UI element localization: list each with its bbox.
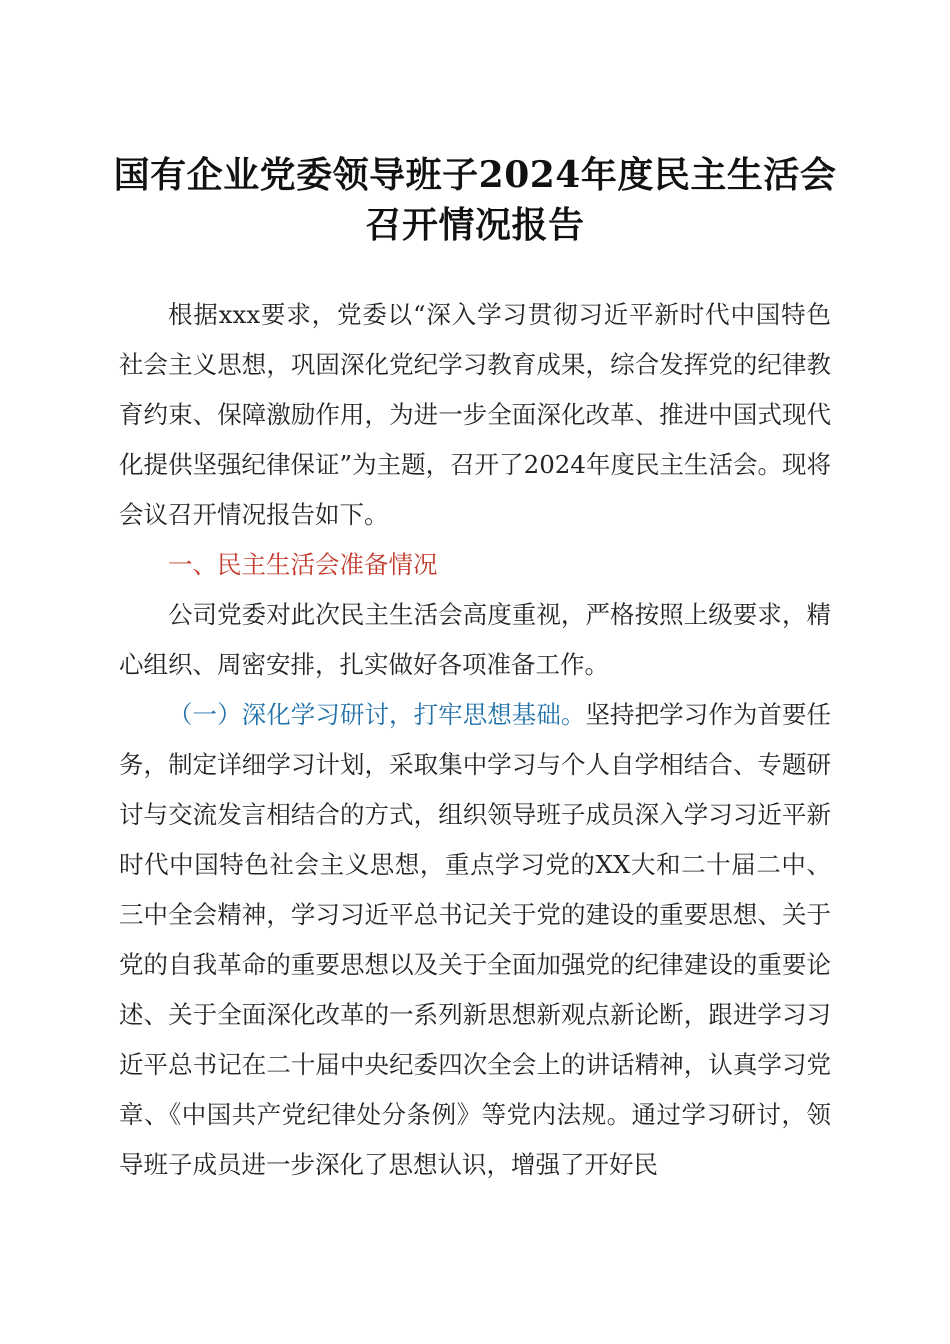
section-heading: 一、民主生活会准备情况: [168, 550, 438, 579]
intro-paragraph: 根据xxx要求，党委以“深入学习贯彻习近平新时代中国特色社会主义思想，巩固深化党纪学习教育成果，综合发挥党的纪律教育约束、保障激励作用，为进一步全面深化改革、推进中国式现代化提供坚强纪律保证”为主题，召开了2024年度民主生活会。现将会议召开情况报告如下。: [119, 300, 831, 529]
subsection-heading: （一）深化学习研讨，打牢思想基础。: [168, 700, 586, 729]
subsection-text: 坚持把学习作为首要任务，制定详细学习计划，采取集中学习与个人自学相结合、专题研讨与交流发言相结合的方式，组织领导班子成员深入学习习近平新时代中国特色社会主义思想，重点学习党的XX大和二十届二中、三中全会精神，学习习近平总书记关于党的建设的重要思想、关于党的自我革命的重要思想以及关于全面加强党的纪律建设的重要论述、关于全面深化改革的一系列新思想新观点新论断，跟进学习习近平总书记在二十届中央纪委四次全会上的讲话精神，认真学习党章、《中国共产党纪律处分条例》等党内法规。通过学习研讨，领导班子成员进一步深化了思想认识，增强了开好民: [119, 700, 832, 1179]
subsection-paragraph: [119, 690, 831, 1190]
section-paragraph: 公司党委对此次民主生活会高度重视，严格按照上级要求，精心组织、周密安排，扎实做好各项准备工作。: [119, 600, 831, 679]
document-title: 国有企业党委领导班子2024年度民主生活会召开情况报告: [113, 154, 837, 246]
